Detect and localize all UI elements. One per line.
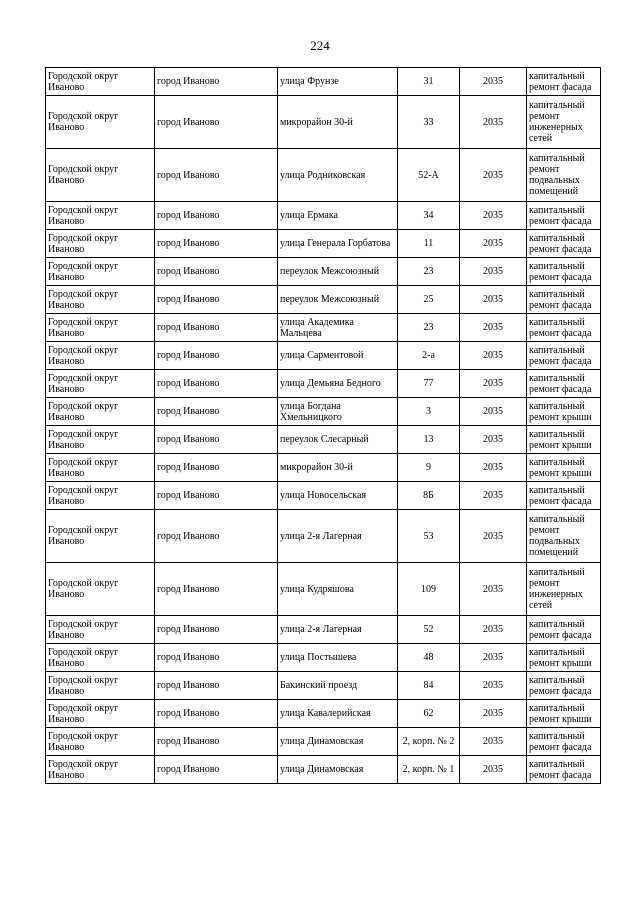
- district-cell: Городской округ Иваново: [46, 672, 155, 700]
- street-cell: микрорайон 30-й: [278, 96, 398, 149]
- house-number-cell: 84: [398, 672, 460, 700]
- table-row: [46, 286, 601, 314]
- work-type-cell: капитальный ремонт фасада: [527, 370, 601, 398]
- house-number-cell: 23: [398, 258, 460, 286]
- street-cell: улица Генерала Горбатова: [278, 230, 398, 258]
- table-row: [46, 314, 601, 342]
- work-type-cell: капитальный ремонт фасада: [527, 68, 601, 96]
- year-cell: 2035: [460, 96, 527, 149]
- year-cell: 2035: [460, 286, 527, 314]
- street-cell: улица Динамовская: [278, 728, 398, 756]
- year-cell: 2035: [460, 700, 527, 728]
- year-cell: 2035: [460, 644, 527, 672]
- table-row: [46, 398, 601, 426]
- city-cell: город Иваново: [155, 149, 278, 202]
- district-cell: Городской округ Иваново: [46, 454, 155, 482]
- city-cell: город Иваново: [155, 342, 278, 370]
- year-cell: 2035: [460, 68, 527, 96]
- city-cell: город Иваново: [155, 426, 278, 454]
- district-cell: Городской округ Иваново: [46, 700, 155, 728]
- street-cell: Бакинский проезд: [278, 672, 398, 700]
- district-cell: Городской округ Иваново: [46, 370, 155, 398]
- house-number-cell: 77: [398, 370, 460, 398]
- table-row: [46, 672, 601, 700]
- street-cell: улица Родниковская: [278, 149, 398, 202]
- work-type-cell: капитальный ремонт фасада: [527, 230, 601, 258]
- table-row: [46, 68, 601, 96]
- house-number-cell: 23: [398, 314, 460, 342]
- work-type-cell: капитальный ремонт крыши: [527, 454, 601, 482]
- district-cell: Городской округ Иваново: [46, 149, 155, 202]
- street-cell: улица Динамовская: [278, 756, 398, 784]
- street-cell: переулок Слесарный: [278, 426, 398, 454]
- table-row: [46, 482, 601, 510]
- work-type-cell: капитальный ремонт фасада: [527, 286, 601, 314]
- work-type-cell: капитальный ремонт крыши: [527, 398, 601, 426]
- street-cell: улица 2-я Лагерная: [278, 510, 398, 563]
- work-type-cell: капитальный ремонт инженерных сетей: [527, 96, 601, 149]
- street-cell: улица Академика Мальцева: [278, 314, 398, 342]
- house-number-cell: 2-а: [398, 342, 460, 370]
- district-cell: Городской округ Иваново: [46, 426, 155, 454]
- work-type-cell: капитальный ремонт крыши: [527, 700, 601, 728]
- table-row: [46, 616, 601, 644]
- house-number-cell: 109: [398, 563, 460, 616]
- work-type-cell: капитальный ремонт фасада: [527, 672, 601, 700]
- city-cell: город Иваново: [155, 454, 278, 482]
- year-cell: 2035: [460, 258, 527, 286]
- district-cell: Городской округ Иваново: [46, 202, 155, 230]
- table-row: [46, 202, 601, 230]
- year-cell: 2035: [460, 342, 527, 370]
- page-number: 224: [310, 38, 330, 53]
- city-cell: город Иваново: [155, 563, 278, 616]
- work-type-cell: капитальный ремонт фасада: [527, 314, 601, 342]
- district-cell: Городской округ Иваново: [46, 96, 155, 149]
- work-type-cell: капитальный ремонт подвальных помещений: [527, 510, 601, 563]
- work-type-cell: капитальный ремонт инженерных сетей: [527, 563, 601, 616]
- year-cell: 2035: [460, 370, 527, 398]
- house-number-cell: 13: [398, 426, 460, 454]
- year-cell: 2035: [460, 672, 527, 700]
- year-cell: 2035: [460, 314, 527, 342]
- table-row: [46, 96, 601, 149]
- table-row: [46, 563, 601, 616]
- house-number-cell: 11: [398, 230, 460, 258]
- city-cell: город Иваново: [155, 258, 278, 286]
- house-number-cell: 25: [398, 286, 460, 314]
- work-type-cell: капитальный ремонт крыши: [527, 426, 601, 454]
- district-cell: Городской округ Иваново: [46, 644, 155, 672]
- district-cell: Городской округ Иваново: [46, 286, 155, 314]
- work-type-cell: капитальный ремонт фасада: [527, 756, 601, 784]
- city-cell: город Иваново: [155, 700, 278, 728]
- city-cell: город Иваново: [155, 286, 278, 314]
- table-row: [46, 230, 601, 258]
- district-cell: Городской округ Иваново: [46, 616, 155, 644]
- district-cell: Городской округ Иваново: [46, 563, 155, 616]
- table-row: [46, 644, 601, 672]
- district-cell: Городской округ Иваново: [46, 230, 155, 258]
- street-cell: улица Фрунзе: [278, 68, 398, 96]
- city-cell: город Иваново: [155, 482, 278, 510]
- house-number-cell: 52: [398, 616, 460, 644]
- table-row: [46, 728, 601, 756]
- city-cell: город Иваново: [155, 398, 278, 426]
- district-cell: Городской округ Иваново: [46, 258, 155, 286]
- district-cell: Городской округ Иваново: [46, 756, 155, 784]
- city-cell: город Иваново: [155, 96, 278, 149]
- table-row: [46, 342, 601, 370]
- year-cell: 2035: [460, 454, 527, 482]
- table-row: [46, 700, 601, 728]
- house-number-cell: 8Б: [398, 482, 460, 510]
- city-cell: город Иваново: [155, 68, 278, 96]
- district-cell: Городской округ Иваново: [46, 728, 155, 756]
- year-cell: 2035: [460, 728, 527, 756]
- street-cell: улица Ермака: [278, 202, 398, 230]
- city-cell: город Иваново: [155, 370, 278, 398]
- table-row: [46, 149, 601, 202]
- city-cell: город Иваново: [155, 728, 278, 756]
- city-cell: город Иваново: [155, 672, 278, 700]
- year-cell: 2035: [460, 563, 527, 616]
- street-cell: улица Постышева: [278, 644, 398, 672]
- table-row: [46, 370, 601, 398]
- street-cell: улица Кавалерийская: [278, 700, 398, 728]
- house-number-cell: 31: [398, 68, 460, 96]
- table-row: [46, 258, 601, 286]
- street-cell: улица 2-я Лагерная: [278, 616, 398, 644]
- house-number-cell: 34: [398, 202, 460, 230]
- work-type-cell: капитальный ремонт фасада: [527, 728, 601, 756]
- district-cell: Городской округ Иваново: [46, 68, 155, 96]
- year-cell: 2035: [460, 230, 527, 258]
- street-cell: улица Новосельская: [278, 482, 398, 510]
- table-row: [46, 510, 601, 563]
- street-cell: улица Сарментовой: [278, 342, 398, 370]
- house-number-cell: 53: [398, 510, 460, 563]
- city-cell: город Иваново: [155, 616, 278, 644]
- work-type-cell: капитальный ремонт фасада: [527, 202, 601, 230]
- street-cell: улица Богдана Хмельницкого: [278, 398, 398, 426]
- district-cell: Городской округ Иваново: [46, 398, 155, 426]
- work-type-cell: капитальный ремонт подвальных помещений: [527, 149, 601, 202]
- year-cell: 2035: [460, 510, 527, 563]
- street-cell: микрорайон 30-й: [278, 454, 398, 482]
- city-cell: город Иваново: [155, 202, 278, 230]
- house-number-cell: 52-А: [398, 149, 460, 202]
- city-cell: город Иваново: [155, 510, 278, 563]
- work-type-cell: капитальный ремонт фасада: [527, 258, 601, 286]
- year-cell: 2035: [460, 756, 527, 784]
- house-number-cell: 2, корп. № 1: [398, 756, 460, 784]
- work-type-cell: капитальный ремонт фасада: [527, 482, 601, 510]
- district-cell: Городской округ Иваново: [46, 314, 155, 342]
- house-number-cell: 9: [398, 454, 460, 482]
- house-number-cell: 62: [398, 700, 460, 728]
- house-number-cell: 3: [398, 398, 460, 426]
- year-cell: 2035: [460, 149, 527, 202]
- district-cell: Городской округ Иваново: [46, 482, 155, 510]
- table-row: [46, 426, 601, 454]
- street-cell: переулок Межсоюзный: [278, 286, 398, 314]
- table-row: [46, 454, 601, 482]
- work-type-cell: капитальный ремонт фасада: [527, 616, 601, 644]
- street-cell: улица Демьяна Бедного: [278, 370, 398, 398]
- year-cell: 2035: [460, 202, 527, 230]
- city-cell: город Иваново: [155, 230, 278, 258]
- house-number-cell: 2, корп. № 2: [398, 728, 460, 756]
- city-cell: город Иваново: [155, 644, 278, 672]
- repair-schedule-table: [45, 67, 601, 784]
- year-cell: 2035: [460, 398, 527, 426]
- work-type-cell: капитальный ремонт фасада: [527, 342, 601, 370]
- street-cell: улица Кудряшова: [278, 563, 398, 616]
- work-type-cell: капитальный ремонт крыши: [527, 644, 601, 672]
- district-cell: Городской округ Иваново: [46, 510, 155, 563]
- district-cell: Городской округ Иваново: [46, 342, 155, 370]
- street-cell: переулок Межсоюзный: [278, 258, 398, 286]
- city-cell: город Иваново: [155, 314, 278, 342]
- year-cell: 2035: [460, 616, 527, 644]
- year-cell: 2035: [460, 426, 527, 454]
- house-number-cell: 48: [398, 644, 460, 672]
- city-cell: город Иваново: [155, 756, 278, 784]
- house-number-cell: 33: [398, 96, 460, 149]
- table-row: [46, 756, 601, 784]
- year-cell: 2035: [460, 482, 527, 510]
